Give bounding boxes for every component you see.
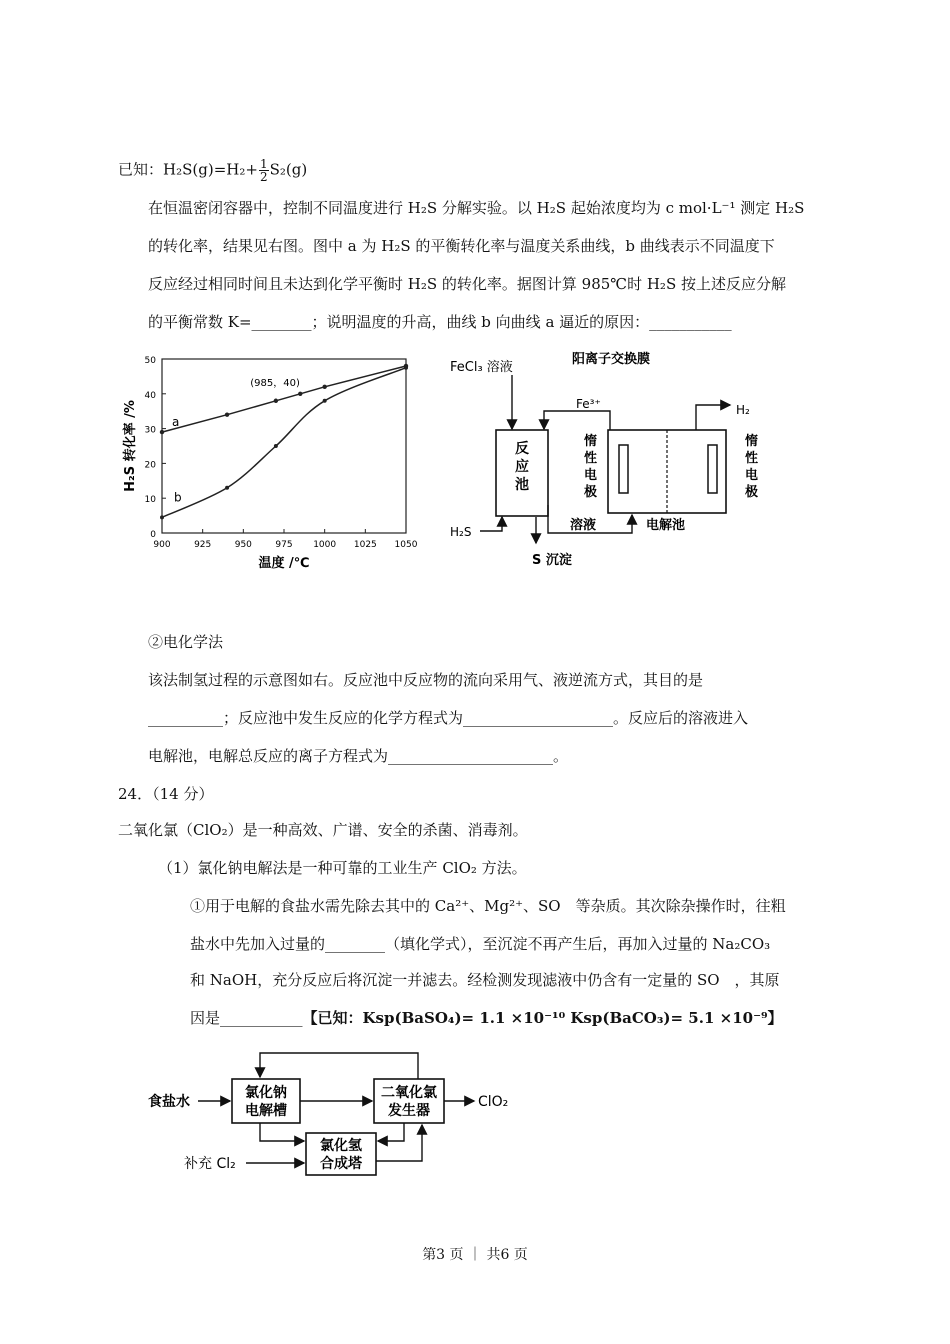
x-tick-label: 1000 [313, 540, 337, 550]
h2s-label: H₂S [450, 525, 472, 539]
left-electrode-label-4: 极 [584, 485, 598, 500]
series-b-point [274, 444, 278, 448]
fe3-label: Fe³⁺ [576, 397, 601, 411]
para1-line3: 反应经过相同时间且未达到化学平衡时 H₂S 的转化率。据图计算 985℃时 H₂S 按上述反应分解 [148, 275, 786, 293]
box1-line2: 电解槽 [245, 1103, 287, 1119]
q24-header: 24．（14 分） [118, 785, 214, 803]
q24-line2: 盐水中先加入过量的________（填化学式），至沉淀不再产生后，再加入过量的 Na₂CO₃ [190, 935, 771, 953]
series-a-label: a [172, 415, 180, 430]
left-electrode [619, 445, 628, 493]
right-electrode-label-3: 电 [745, 468, 759, 483]
box2-line1: 二氧化氯 [381, 1085, 437, 1101]
right-electrode [708, 445, 717, 493]
q24-intro: 二氧化氯（ClO₂）是一种高效、广谱、安全的杀菌、消毒剂。 [118, 821, 528, 839]
y-tick-label: 30 [144, 425, 156, 436]
known-equation: 已知：H₂S(g)=H₂+ $\frac{1}{2}$ S₂(g) [118, 157, 308, 184]
y-tick-label: 40 [144, 390, 156, 401]
x-tick-label: 900 [153, 540, 171, 550]
series-b-point [160, 515, 164, 519]
h2-label: H₂ [736, 403, 750, 417]
clo2-out-label: ClO₂ [478, 1094, 509, 1110]
reactor-label-3: 池 [515, 477, 529, 493]
x-tick-label: 1050 [394, 540, 418, 550]
left-electrode-label-2: 性 [584, 451, 598, 466]
box2-line2: 发生器 [388, 1103, 430, 1119]
sediment-label: S 沉淀 [532, 553, 572, 568]
section2-line2: __________；反应池中发生反应的化学方程式为____________________。反应后的溶液进入 [148, 709, 749, 727]
reactor-label-1: 反 [515, 441, 529, 457]
half-fraction: $\frac{1}{2}$ [259, 157, 268, 184]
left-electrode-label-1: 惰 [584, 434, 598, 449]
y-tick-label: 10 [144, 495, 156, 506]
conversion-chart [118, 345, 418, 577]
series-b-label: b [174, 490, 182, 505]
para1-line1: 在恒温密闭容器中，控制不同温度进行 H₂S 分解实验。以 H₂S 起始浓度均为 c mol·L⁻¹ 测定 H₂S [148, 199, 805, 217]
right-electrode-label-2: 性 [745, 451, 759, 466]
y-tick-label: 50 [144, 356, 156, 366]
box1-line1: 氯化钠 [245, 1085, 287, 1101]
section2-title: ②电化学法 [148, 633, 224, 651]
ksp-note: 【已知：Ksp(BaSO₄)= 1.1 ×10⁻¹⁰ Ksp(BaCO₃)= 5.1 ×10⁻⁹】 [302, 1009, 783, 1027]
box3-line2: 合成塔 [320, 1156, 362, 1172]
x-tick-label: 1025 [353, 540, 377, 550]
y-tick-label: 0 [150, 530, 156, 540]
q24-part1: （1）氯化钠电解法是一种可靠的工业生产 ClO₂ 方法。 [158, 859, 527, 877]
q24-line3: 和 NaOH，充分反应后将沉淀一并滤去。经检测发现滤液中仍含有一定量的 SO ，其原 [190, 971, 780, 989]
left-electrode-label-3: 电 [584, 468, 598, 483]
section2-line1: 该法制氢过程的示意图如右。反应池中反应物的流向采用气、液逆流方式，其目的是 [148, 671, 704, 689]
section2-line3: 电解池，电解总反应的离子方程式为______________________。 [148, 747, 569, 765]
page-footer: 第3 页 ｜ 共6 页 [422, 1247, 528, 1263]
q24-line4: 因是___________【已知：Ksp(BaSO₄)= 1.1 ×10⁻¹⁰ Ksp(BaCO₃)= 5.1 ×10⁻⁹】 [190, 1009, 783, 1027]
y-axis-label: H₂S 转化率 /% [123, 400, 138, 492]
series-b-point [404, 366, 408, 370]
membrane-label: 阳离子交换膜 [572, 352, 651, 367]
cl2-supply-label: 补充 Cl₂ [184, 1156, 236, 1172]
series-a-line [162, 366, 406, 432]
series-a-point [298, 392, 302, 396]
para1-line2: 的转化率，结果见右图。图中 a 为 H₂S 的平衡转化率与温度关系曲线，b 曲线表示不同温度下 [148, 237, 775, 255]
series-b-line [162, 368, 406, 518]
q24-line1: ①用于电解的食盐水需先除去其中的 Ca²⁺、Mg²⁺、SO 等杂质。其次除杂操作时，往粗 [190, 897, 786, 915]
box3-line1: 氯化氢 [320, 1138, 362, 1154]
x-tick-label: 925 [194, 540, 212, 550]
brine-label: 食盐水 [148, 1094, 190, 1110]
x-tick-label: 975 [275, 540, 293, 550]
series-b-point [225, 486, 229, 490]
y-tick-label: 20 [144, 460, 156, 471]
cell-diagram [450, 345, 790, 577]
series-a-point [274, 399, 278, 403]
x-axis-label: 温度 /℃ [258, 556, 310, 571]
series-a-point [160, 430, 164, 434]
point-annotation: (985，40) [250, 377, 300, 389]
reactor-label-2: 应 [515, 459, 529, 475]
series-a-point [322, 385, 326, 389]
para1-line4: 的平衡常数 K=________；说明温度的升高，曲线 b 向曲线 a 逼近的原因：___________ [148, 313, 732, 331]
right-electrode-label-4: 极 [745, 485, 759, 500]
fecl3-label: FeCl₃ 溶液 [450, 360, 513, 375]
electrolyzer-label: 电解池 [646, 518, 686, 533]
solution-label: 溶液 [570, 518, 597, 533]
right-electrode-label-1: 惰 [745, 434, 759, 449]
series-a-point [225, 412, 229, 416]
series-b-point [323, 399, 327, 403]
flow-diagram [140, 1045, 560, 1180]
x-tick-label: 950 [234, 540, 252, 550]
